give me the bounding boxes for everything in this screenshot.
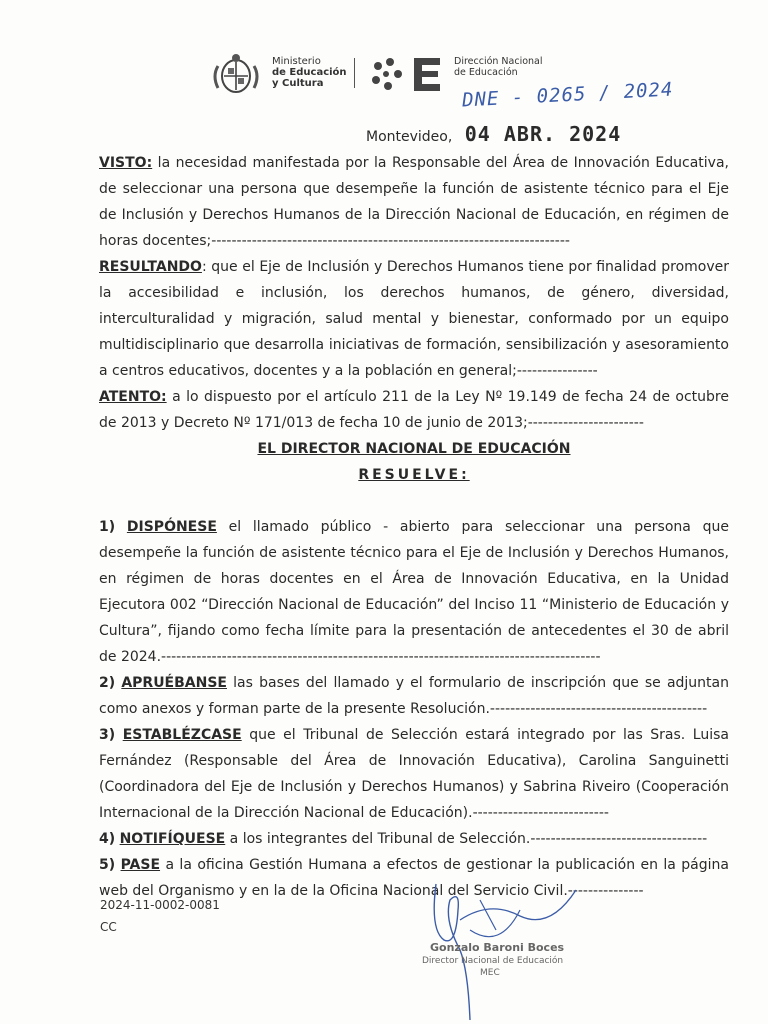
- place-and-date: [366, 122, 621, 146]
- date-stamp: 04 ABR. 2024: [464, 122, 622, 146]
- dne-logo-icon: [368, 54, 448, 94]
- item-text: que el Tribunal de Selección estará integrado por las Sras. Luisa Fernández (Responsable del Área de Innovación Educativa), Carolina Sanguinetti (Coordinadora del Eje de Inclusión y Derechos Humanos) y Sabrina Riveiro (Cooperación Internacional de la Dirección Nacional de Educación).: [99, 727, 729, 821]
- ministry-line-2: de Educación: [272, 67, 347, 78]
- item-dashes: ---------------: [567, 883, 644, 899]
- resolution-item-4: [99, 826, 729, 852]
- item-dashes: -----------------------------------: [530, 831, 708, 847]
- item-keyword: NOTIFÍQUESE: [119, 831, 226, 847]
- visto-paragraph: [99, 150, 729, 254]
- cc-label: CC: [100, 920, 117, 934]
- item-text: el llamado público - abierto para seleccionar una persona que desempeñe la función de asistente técnico para el Eje de Inclusión y Derechos Humanos, en régimen de horas docentes en el Área de Innovación Educativa, en la Unidad Ejecutora 002 “Dirección Nacional de Educación” del Inciso 11 “Ministerio de Educación y Cultura”, fijando como fecha límite para la presentación de antecedentes el 30 de abril de 2024.: [99, 519, 729, 665]
- item-number: 1): [99, 519, 116, 535]
- signatory-org: MEC: [480, 968, 500, 978]
- signatory-role: Director Nacional de Educación: [422, 956, 564, 966]
- director-heading: EL DIRECTOR NACIONAL DE EDUCACIÓN: [257, 441, 571, 457]
- resolution-body: [99, 150, 729, 904]
- item-dashes: ---------------------------: [472, 805, 609, 821]
- handwritten-resolution-number: DNE - 0265 / 2024: [461, 78, 674, 112]
- item-keyword: ESTABLÉZCASE: [122, 727, 242, 743]
- item-text: a la oficina Gestión Humana a efectos de gestionar la publicación en la página web del Organismo y en la de la Oficina Nacional del Servicio Civil.: [99, 857, 729, 899]
- resultando-text: : que el Eje de Inclusión y Derechos Humanos tiene por finalidad promover la accesibilidad e inclusión, los derechos humanos, de género, diversidad, interculturalidad y migración, salud mental y bienestar, conformado por un equipo multidisciplinario que desarrolla iniciativas de formación, sensibilización y asesoramiento a centros educativos, docentes y a la población en general;: [99, 259, 729, 379]
- dne-line-1: Dirección Nacional: [454, 56, 543, 67]
- atento-text: a lo dispuesto por el artículo 211 de la Ley Nº 19.149 de fecha 24 de octubre de 2013 y Decreto Nº 171/013 de fecha 10 de junio de 2013;: [99, 389, 729, 431]
- document-reference: [100, 894, 220, 938]
- dne-name: [454, 56, 543, 78]
- resuelve-heading: RESUELVE:: [358, 467, 470, 483]
- item-dashes: -------------------------------------------: [489, 701, 708, 717]
- visto-dashes: -----------------------------------------------------------------------: [211, 233, 570, 249]
- atento-keyword: ATENTO:: [99, 389, 167, 405]
- reference-code: 2024-11-0002-0081: [100, 898, 220, 912]
- item-dashes: ---------------------------------------------------------------------------------------: [161, 649, 601, 665]
- item-keyword: APRUÉBANSE: [121, 675, 227, 691]
- signatory-name: Gonzalo Baroni Boces: [430, 941, 565, 954]
- letterhead-divider: [354, 58, 355, 88]
- spacer: [99, 488, 729, 514]
- resultando-keyword: RESULTANDO: [99, 259, 202, 275]
- item-number: 4): [99, 831, 116, 847]
- resolution-item-3: [99, 722, 729, 826]
- item-keyword: DISPÓNESE: [126, 519, 217, 535]
- signature-block: [400, 870, 600, 1020]
- item-number: 2): [99, 675, 116, 691]
- item-text: a los integrantes del Tribunal de Selección.: [225, 831, 531, 847]
- ministry-line-3: y Cultura: [272, 78, 324, 89]
- ministry-name: [272, 56, 347, 89]
- visto-text: la necesidad manifestada por la Responsable del Área de Innovación Educativa, de seleccionar una persona que desempeñe la función de asistente técnico para el Eje de Inclusión y Derechos Humanos de la Dirección Nacional de Educación, en régimen de horas docentes;: [99, 155, 729, 249]
- atento-paragraph: [99, 384, 729, 436]
- resultando-dashes: ----------------: [516, 363, 598, 379]
- resolution-item-2: [99, 670, 729, 722]
- item-keyword: PASE: [120, 857, 161, 873]
- atento-dashes: -----------------------: [527, 415, 644, 431]
- item-text: las bases del llamado y el formulario de inscripción que se adjuntan como anexos y forman parte de la presente Resolución.: [99, 675, 729, 717]
- resultando-paragraph: [99, 254, 729, 384]
- item-number: 5): [99, 857, 116, 873]
- resolution-item-1: [99, 514, 729, 670]
- item-number: 3): [99, 727, 116, 743]
- dne-line-2: de Educación: [454, 67, 518, 78]
- place-label: Montevideo,: [366, 129, 453, 145]
- visto-keyword: VISTO:: [99, 155, 153, 171]
- national-coat-of-arms-icon: [208, 52, 264, 96]
- ministry-line-1: Ministerio: [272, 56, 321, 67]
